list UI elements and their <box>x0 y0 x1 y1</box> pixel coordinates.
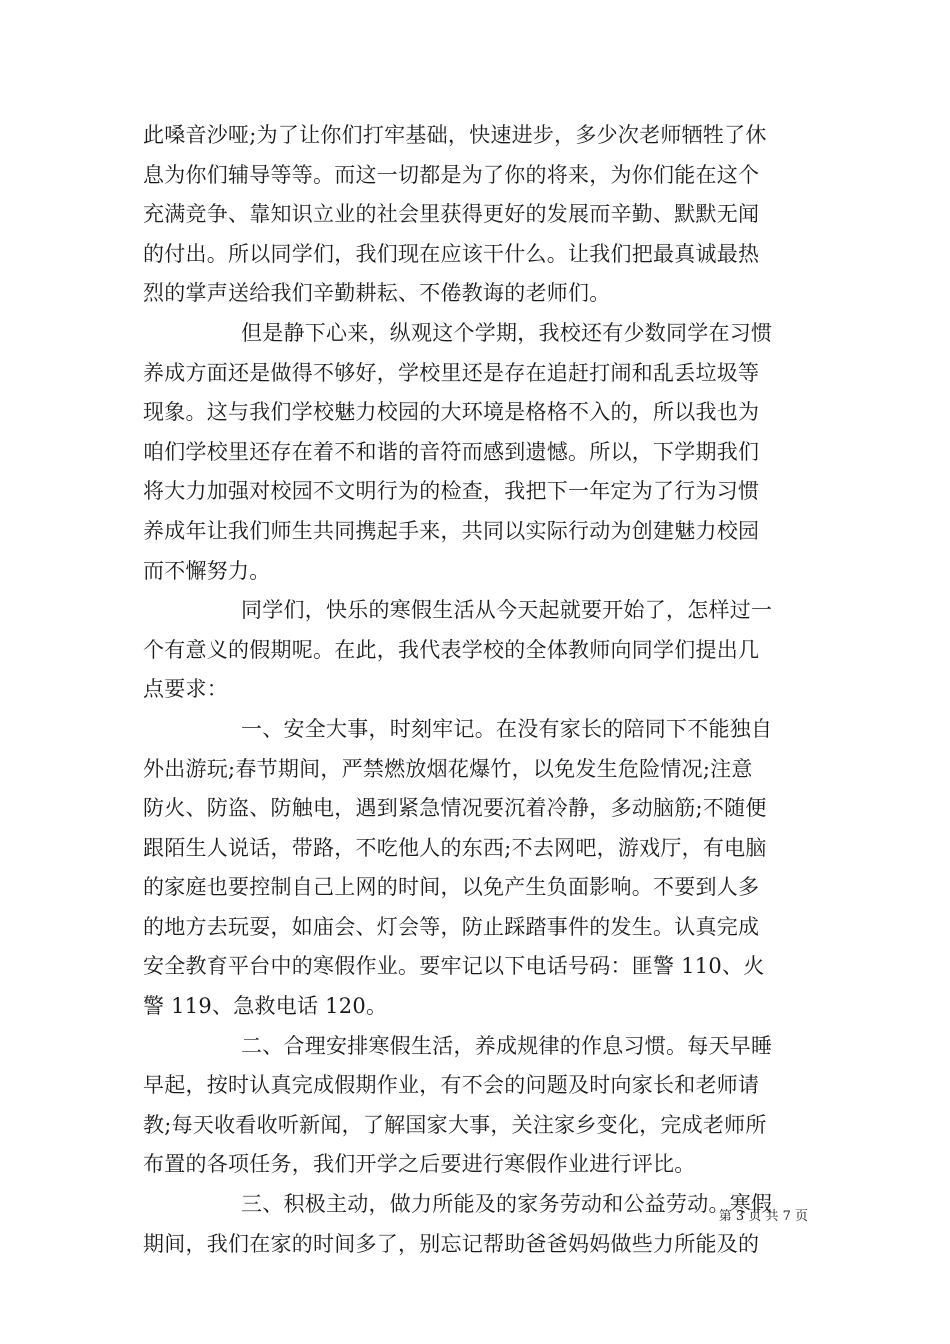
text-line: 点要求： <box>143 677 228 702</box>
text-line: 而不懈努力。 <box>143 558 271 583</box>
text-line: 个有意义的假期呢。在此，我代表学校的全体教师向同学们提出几 <box>143 637 760 662</box>
text-line: 将大力加强对校园不文明行为的检查，我把下一年定为了行为习惯 <box>143 479 760 504</box>
text-line: 教;每天收看收听新闻，了解国家大事，关注家乡变化，完成老师所 <box>143 1112 767 1137</box>
text-line: 外出游玩;春节期间，严禁燃放烟花爆竹，以免发生危险情况;注意 <box>143 756 753 781</box>
text-line: 早起，按时认真完成假期作业，有不会的问题及时向家长和老师请 <box>143 1073 760 1098</box>
text-line: 的付出。所以同学们，我们现在应该干什么。让我们把最真诚最热 <box>143 241 760 266</box>
text-line: 期间，我们在家的时间多了，别忘记帮助爸爸妈妈做些力所能及的 <box>143 1231 760 1256</box>
text-line: 的地方去玩耍，如庙会、灯会等，防止踩踏事件的发生。认真完成 <box>143 914 760 939</box>
text-line: 的家庭也要控制自己上网的时间，以免产生负面影响。不要到人多 <box>143 875 760 900</box>
paragraph-first-line: 二、合理安排寒假生活，养成规律的作息习惯。每天早睡 <box>241 1033 773 1058</box>
text-line: 养成方面还是做得不够好，学校里还是存在追赶打闹和乱丢垃圾等 <box>143 360 760 385</box>
paragraph-first-line: 三、积极主动，做力所能及的家务劳动和公益劳动。寒假 <box>241 1192 773 1217</box>
text-line: 安全教育平台中的寒假作业。要牢记以下电话号码：匪警 110、火 <box>143 954 765 979</box>
text-line: 布置的各项任务，我们开学之后要进行寒假作业进行评比。 <box>143 1152 696 1177</box>
text-line: 息为你们辅导等等。而这一切都是为了你的将来，为你们能在这个 <box>143 162 760 187</box>
paragraph-first-line: 同学们，快乐的寒假生活从今天起就要开始了，怎样过一 <box>241 598 773 623</box>
text-line: 防火、防盗、防触电，遇到紧急情况要沉着冷静，多动脑筋;不随便 <box>143 796 767 821</box>
text-line: 现象。这与我们学校魅力校园的大环境是格格不入的，所以我也为 <box>143 400 760 425</box>
text-line: 养成年让我们师生共同携起手来，共同以实际行动为创建魅力校园 <box>143 518 760 543</box>
text-line: 此嗓音沙哑;为了让你们打牢基础，快速进步，多少次老师牺牲了休 <box>143 123 767 147</box>
text-line: 烈的掌声送给我们辛勤耕耘、不倦教诲的老师们。 <box>143 281 611 306</box>
text-line: 警 119、急救电话 120。 <box>143 994 388 1019</box>
text-line: 咱们学校里还存在着不和谐的音符而感到遗憾。所以，下学期我们 <box>143 439 760 464</box>
paragraph-first-line: 一、安全大事，时刻牢记。在没有家长的陪同下不能独自 <box>241 716 773 741</box>
text-line: 充满竞争、靠知识立业的社会里获得更好的发展而辛勤、默默无闻 <box>143 202 760 227</box>
paragraph-first-line: 但是静下心来，纵观这个学期，我校还有少数同学在习惯 <box>241 320 773 345</box>
document-body <box>143 116 811 1264</box>
text-line: 跟陌生人说话，带路，不吃他人的东西;不去网吧，游戏厅，有电脑 <box>143 835 767 860</box>
page-number-footer: 第 3 页 共 7 页 <box>718 1209 808 1224</box>
